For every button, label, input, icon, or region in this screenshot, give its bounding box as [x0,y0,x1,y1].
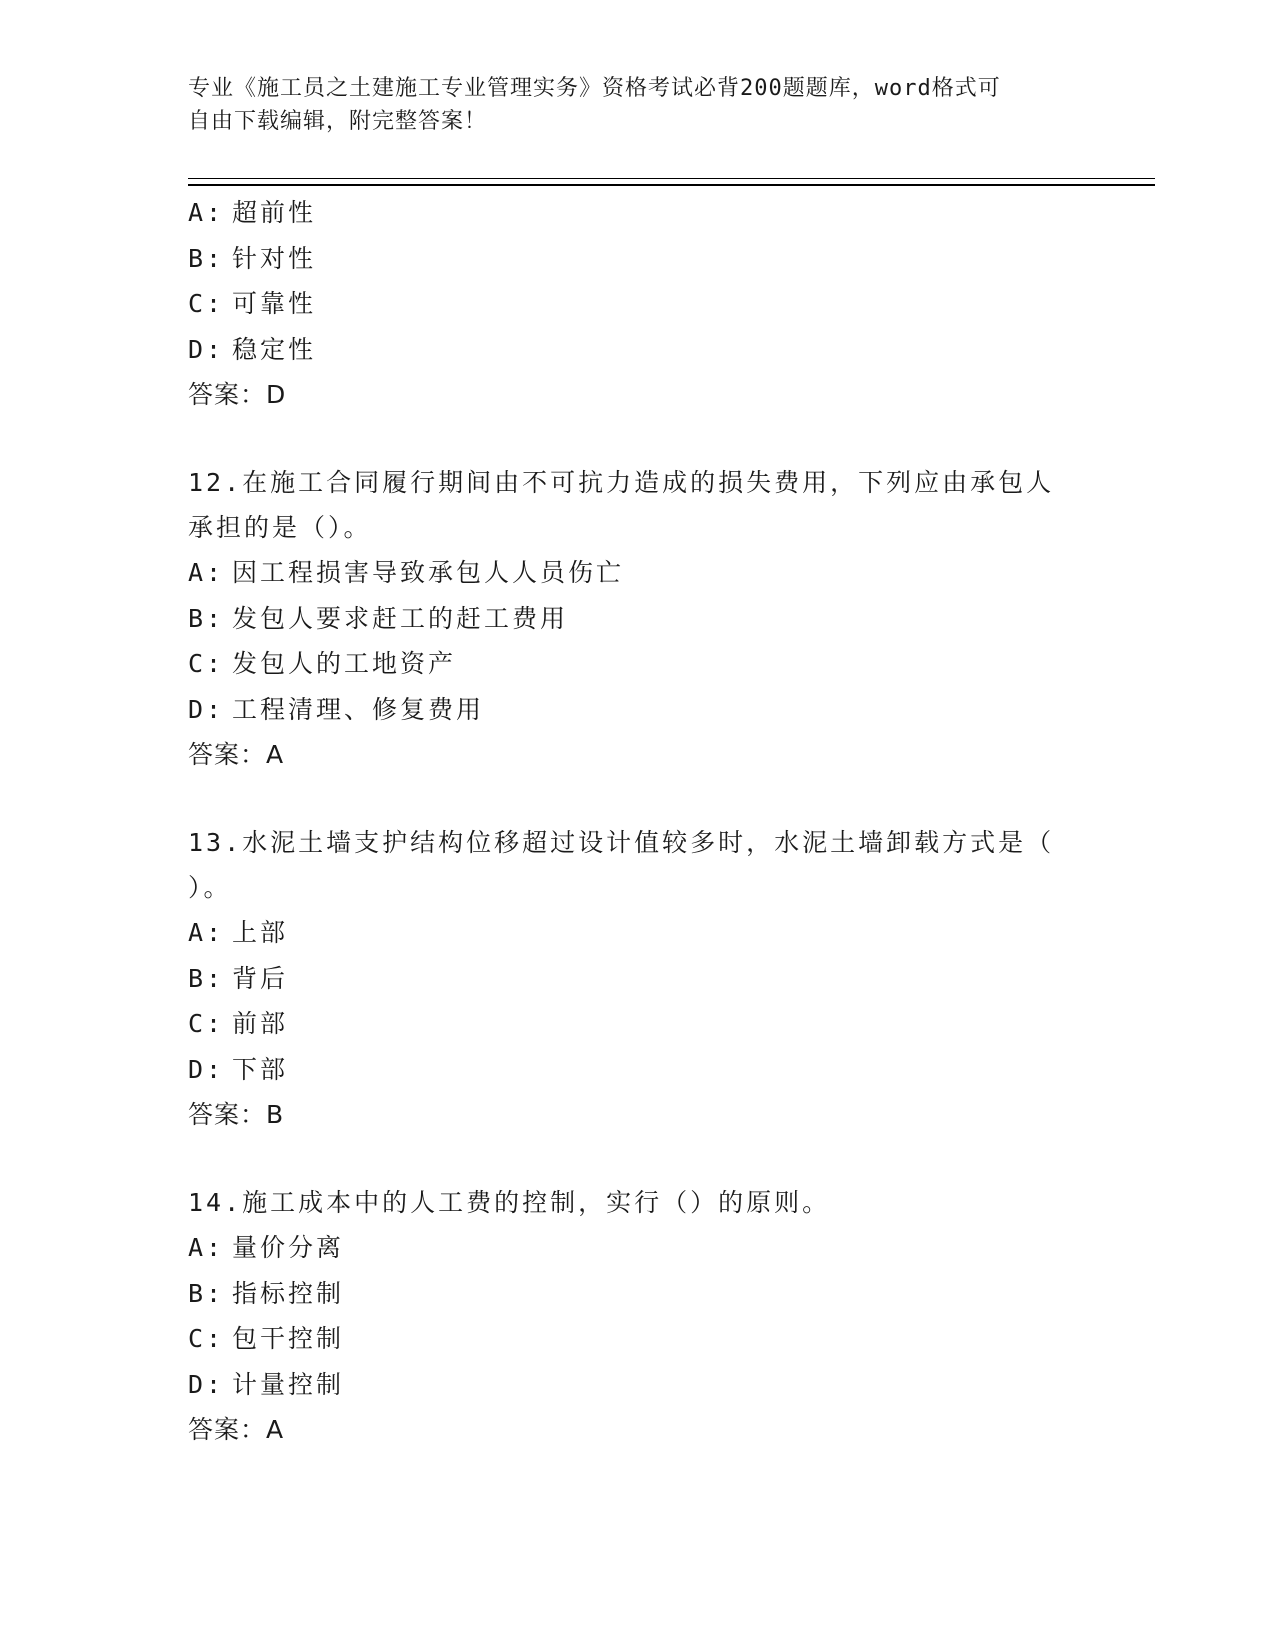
option-b [188,236,1088,282]
question-stem-line: ）。 [188,873,232,902]
question-stem [188,460,1088,550]
answer: 答案：A [188,740,285,769]
option-b [188,596,1088,642]
option-letter: B: [188,603,225,633]
option-letter: B: [188,243,225,273]
option-text: 发包人要求赶工的赶工费用 [232,603,569,633]
option-d [188,327,1088,373]
option-text: 超前性 [232,198,317,227]
option-letter: A: [188,558,225,587]
option-d [188,1362,1088,1408]
option-letter: A: [188,198,225,227]
answer: 答案：B [188,1100,285,1129]
option-letter: A: [188,1233,225,1262]
option-letter: D: [188,334,225,364]
option-text: 包干控制 [232,1324,345,1353]
question-13 [188,820,1088,1138]
option-text: 工程清理、修复费用 [232,694,485,724]
option-c [188,281,1088,327]
option-text: 可靠性 [232,289,317,318]
option-letter: D: [188,1369,225,1399]
option-letter: A: [188,918,225,947]
question-stem-line: 12.在施工合同履行期间由不可抗力造成的损失费用，下列应由承包人 [188,468,1055,497]
option-letter: D: [188,1054,225,1084]
option-d [188,687,1088,733]
option-letter: D: [188,694,225,724]
option-d [188,1047,1088,1093]
answer: 答案：D [188,380,287,409]
option-text: 因工程损害导致承包人人员伤亡 [232,558,625,587]
option-a [188,1225,1088,1271]
question-stem-line: 13.水泥土墙支护结构位移超过设计值较多时，水泥土墙卸载方式是（ [188,828,1055,857]
question-partial [188,190,1088,418]
option-text: 下部 [232,1054,289,1084]
header-line-2: 自由下载编辑，附完整答案！ [188,109,488,134]
question-stem [188,1180,1088,1225]
question-list [188,190,1088,1453]
option-text: 背后 [232,963,289,993]
question-14 [188,1180,1088,1453]
option-b [188,1271,1088,1317]
option-b [188,956,1088,1002]
option-a [188,550,1088,596]
document-header [188,72,1088,138]
option-letter: C: [188,1009,225,1038]
header-line-1: 专业《施工员之土建施工专业管理实务》资格考试必背200题题库，word格式可 [188,76,1001,101]
option-letter: B: [188,1278,225,1308]
answer: 答案：A [188,1415,285,1444]
option-text: 指标控制 [232,1278,345,1308]
option-text: 针对性 [232,243,317,273]
option-c [188,1316,1088,1362]
option-c [188,1001,1088,1047]
option-text: 稳定性 [232,334,317,364]
option-letter: C: [188,649,225,678]
question-stem [188,820,1088,910]
option-letter: B: [188,963,225,993]
option-letter: C: [188,289,225,318]
spacer [188,778,1088,820]
option-letter: C: [188,1324,225,1353]
option-text: 计量控制 [232,1369,345,1399]
option-text: 上部 [232,918,289,947]
option-a [188,910,1088,956]
question-12 [188,460,1088,778]
header-divider [188,178,1155,186]
option-text: 量价分离 [232,1233,345,1262]
spacer [188,418,1088,460]
option-text: 前部 [232,1009,289,1038]
question-stem-line: 承担的是（）。 [188,513,372,542]
option-text: 发包人的工地资产 [232,649,457,678]
option-a [188,190,1088,236]
option-c [188,641,1088,687]
question-stem-line: 14.施工成本中的人工费的控制，实行（）的原则。 [188,1188,831,1217]
spacer [188,1138,1088,1180]
